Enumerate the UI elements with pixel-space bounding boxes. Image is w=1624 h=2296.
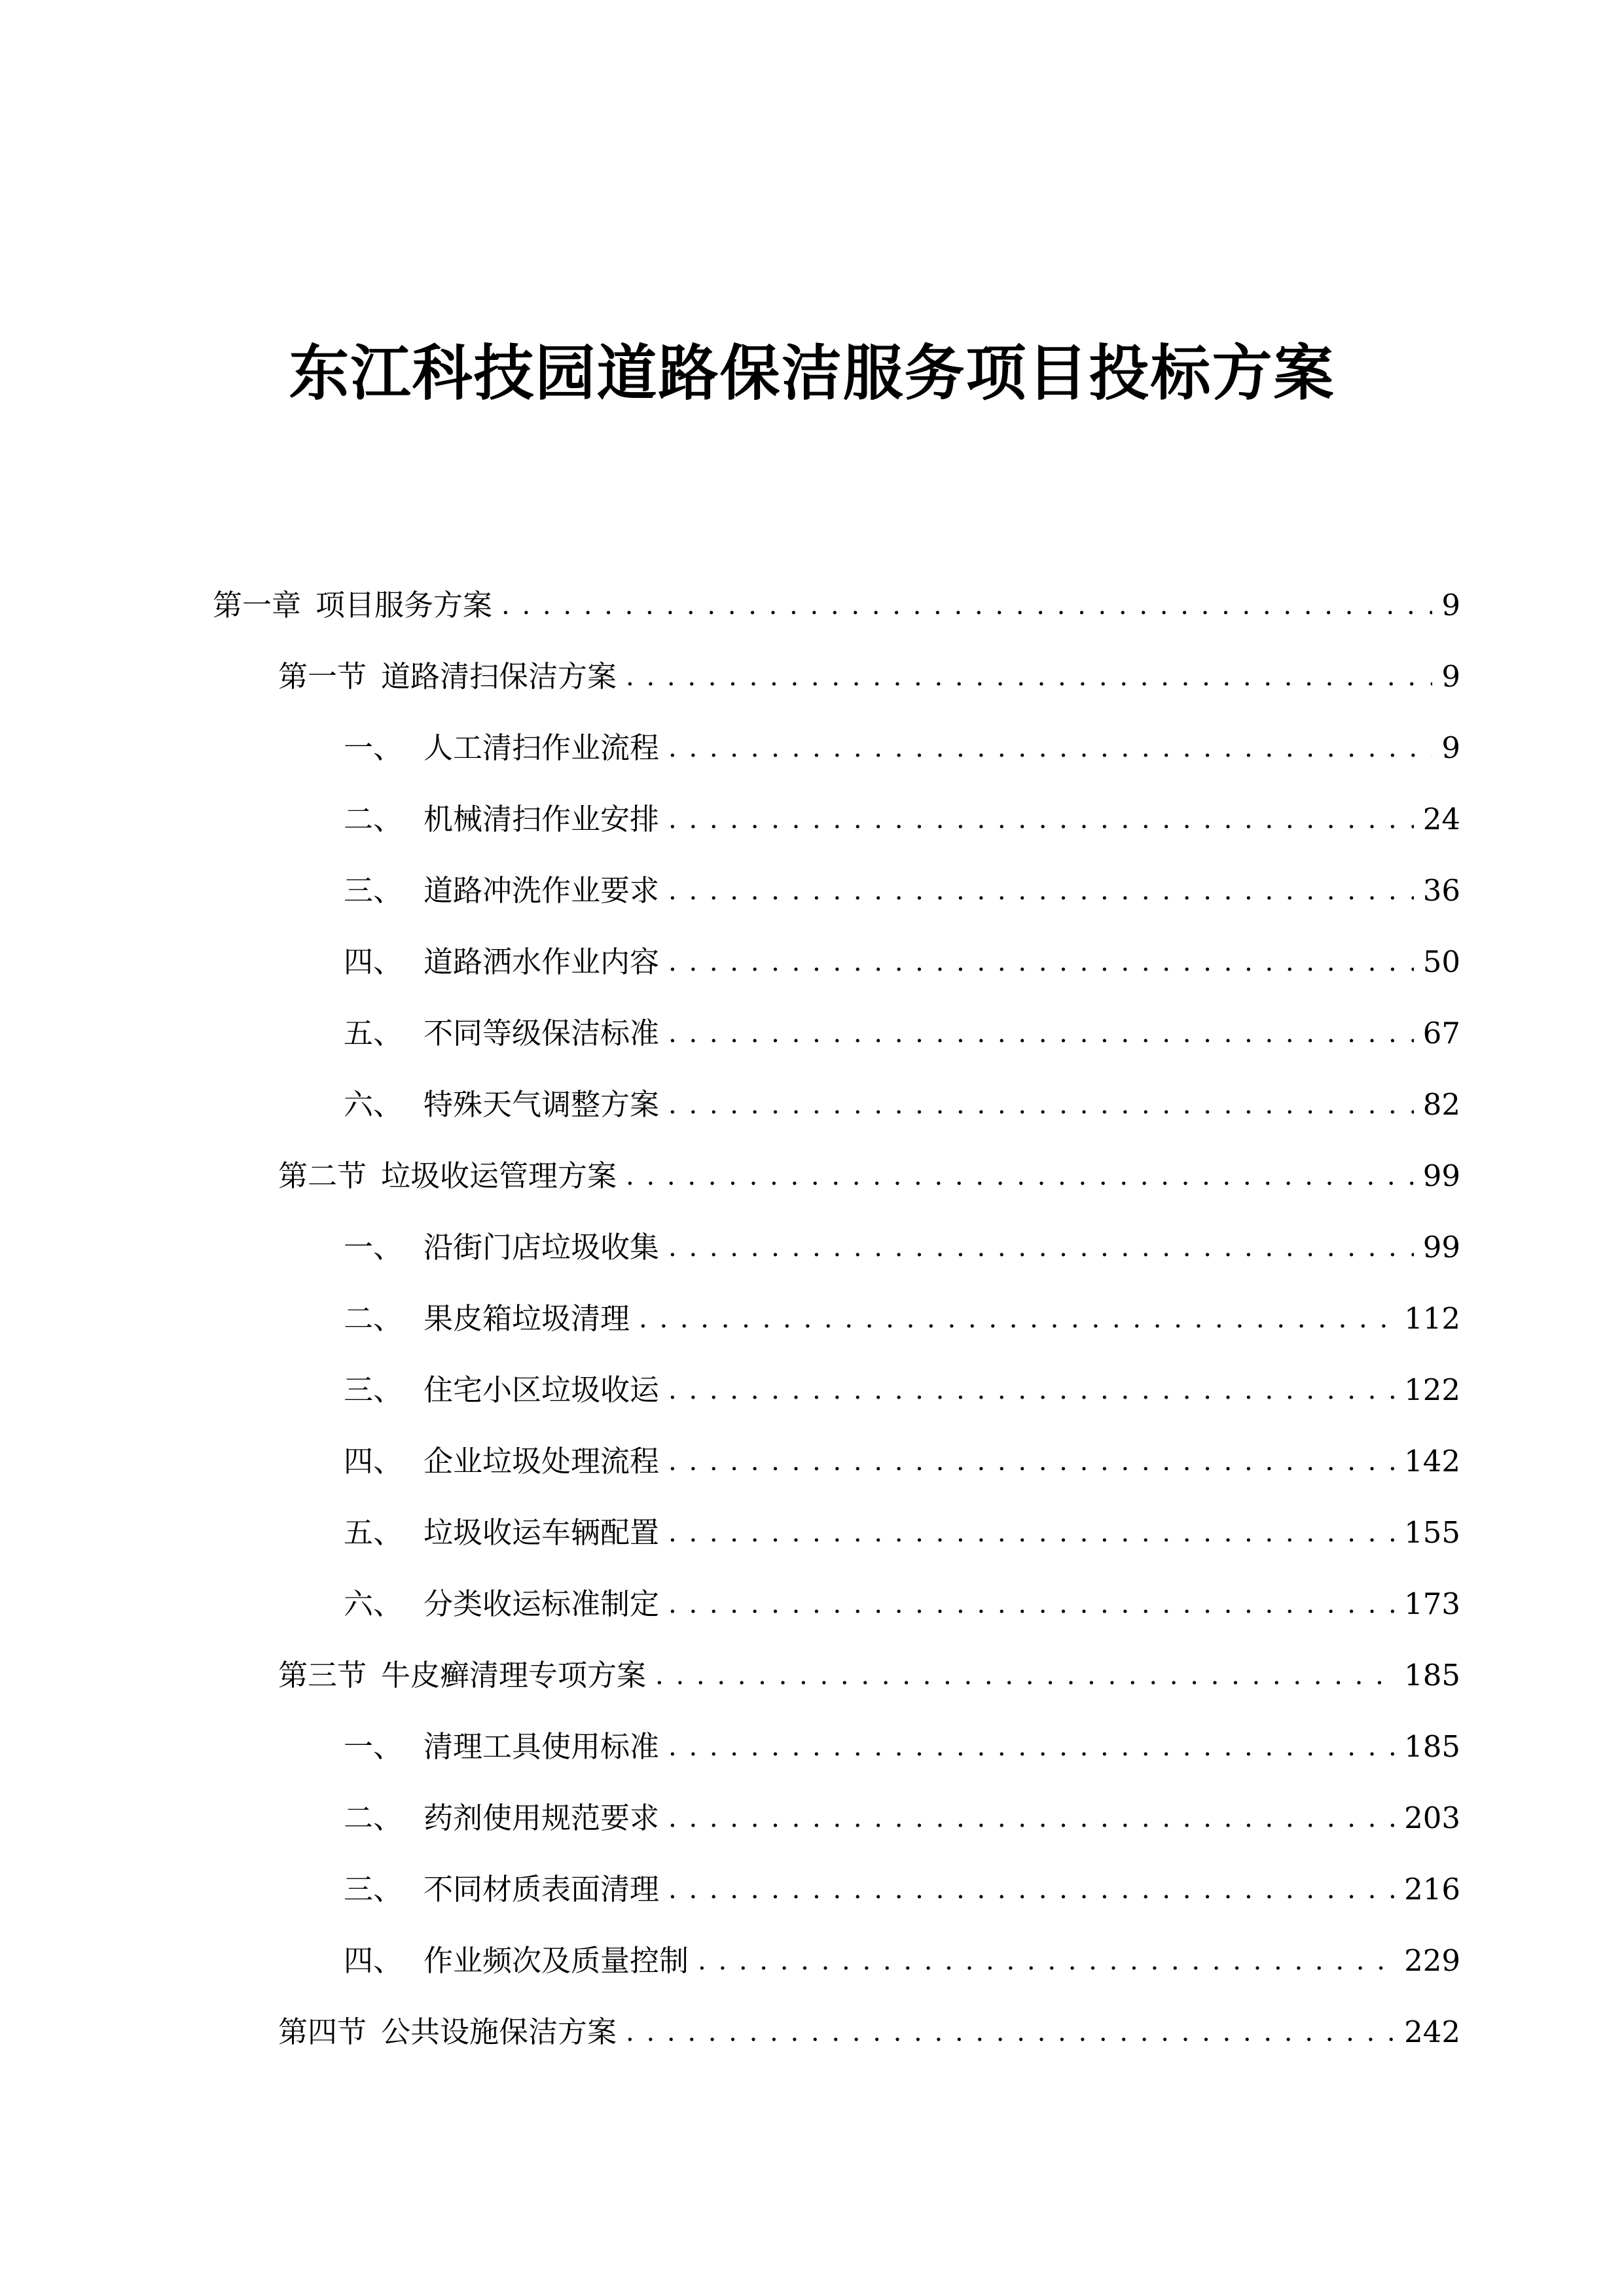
- toc-dot-leader: [668, 1079, 1414, 1131]
- toc-entry-text: 不同材质表面清理: [424, 1872, 660, 1907]
- toc-entry-section-2[interactable]: [278, 1150, 1460, 1202]
- toc-entry-number: 一、: [344, 1230, 403, 1265]
- toc-entry-item[interactable]: [344, 1863, 1460, 1916]
- toc-entry-label: [278, 2006, 617, 2058]
- toc-page-number: 155: [1404, 1515, 1460, 1550]
- toc-entry-text: 不同等级保洁标准: [424, 1016, 660, 1050]
- toc-entry-number: 六、: [344, 1087, 403, 1122]
- toc-entry-label: [344, 1792, 659, 1844]
- toc-entry-number: 四、: [344, 1943, 403, 1978]
- toc-entry-label: [344, 1079, 659, 1131]
- toc-entry-text: 道路洒水作业内容: [424, 944, 660, 979]
- toc-entry-label: [344, 865, 659, 917]
- toc-page-number: 185: [1404, 1658, 1460, 1693]
- toc-entry-label: [344, 936, 659, 988]
- toc-page-number: 24: [1422, 802, 1460, 836]
- toc-entry-item[interactable]: [344, 1792, 1460, 1844]
- toc-entry-number: 二、: [344, 802, 403, 836]
- toc-entry-number: 第二节: [278, 1158, 367, 1193]
- toc-entry-section-3[interactable]: [278, 1649, 1460, 1702]
- toc-entry-label: [344, 722, 659, 774]
- toc-entry-number: 二、: [344, 1301, 403, 1336]
- toc-entry-number: 一、: [344, 1729, 403, 1764]
- toc-page-number: 112: [1404, 1301, 1460, 1336]
- toc-dot-leader: [655, 1649, 1395, 1702]
- toc-dot-leader: [668, 1007, 1414, 1060]
- toc-dot-leader: [668, 722, 1432, 774]
- toc-dot-leader: [626, 2006, 1395, 2058]
- toc-dot-leader: [668, 936, 1414, 988]
- toc-entry-text: 公共设施保洁方案: [381, 2015, 617, 2049]
- toc-entry-label: [344, 1507, 659, 1559]
- toc-entry-label: [278, 1649, 646, 1702]
- toc-entry-label: [344, 1007, 659, 1060]
- toc-entry-item[interactable]: [344, 1007, 1460, 1060]
- toc-page-number: 99: [1422, 1158, 1460, 1193]
- toc-entry-item[interactable]: [344, 1364, 1460, 1416]
- toc-entry-text: 作业频次及质量控制: [424, 1943, 689, 1978]
- toc-entry-number: 三、: [344, 1372, 403, 1407]
- toc-page-number: 67: [1422, 1016, 1460, 1050]
- toc-page-number: 36: [1422, 873, 1460, 908]
- toc-entry-label: [344, 1364, 659, 1416]
- toc-page-number: 203: [1404, 1801, 1460, 1835]
- toc-entry-section-1[interactable]: [278, 651, 1460, 703]
- toc-entry-number: 第四节: [278, 2015, 367, 2049]
- toc-dot-leader: [668, 1435, 1395, 1488]
- toc-entry-text: 道路冲洗作业要求: [424, 873, 660, 908]
- toc-entry-item[interactable]: [344, 1435, 1460, 1488]
- toc-entry-item[interactable]: [344, 793, 1460, 846]
- toc-dot-leader: [668, 1721, 1395, 1773]
- toc-entry-number: 三、: [344, 1872, 403, 1907]
- toc-entry-item[interactable]: [344, 722, 1460, 774]
- toc-dot-leader: [668, 1792, 1395, 1844]
- toc-entry-item[interactable]: [344, 1079, 1460, 1131]
- toc-entry-label: [344, 1935, 689, 1987]
- toc-dot-leader: [668, 1364, 1395, 1416]
- toc-entry-text: 果皮箱垃圾清理: [424, 1301, 630, 1336]
- toc-entry-label: [278, 1150, 617, 1202]
- toc-entry-label: [344, 1721, 659, 1773]
- toc-entry-number: 四、: [344, 1444, 403, 1479]
- toc-page-number: 9: [1441, 730, 1460, 765]
- toc-entry-item[interactable]: [344, 1221, 1460, 1274]
- toc-page-number: 122: [1404, 1372, 1460, 1407]
- toc-entry-item[interactable]: [344, 1507, 1460, 1559]
- toc-dot-leader: [501, 579, 1432, 632]
- toc-entry-text: 项目服务方案: [316, 588, 493, 622]
- toc-entry-text: 清理工具使用标准: [424, 1729, 660, 1764]
- toc-page-number: 9: [1441, 588, 1460, 622]
- toc-entry-text: 机械清扫作业安排: [424, 802, 660, 836]
- toc-entry-item[interactable]: [344, 936, 1460, 988]
- toc-entry-text: 垃圾收运管理方案: [381, 1158, 617, 1193]
- toc-page-number: 99: [1422, 1230, 1460, 1265]
- toc-page-number: 50: [1422, 944, 1460, 979]
- toc-dot-leader: [626, 1150, 1414, 1202]
- toc-entry-label: [344, 793, 659, 846]
- toc-entry-number: 第一章: [213, 588, 302, 622]
- toc-entry-number: 三、: [344, 873, 403, 908]
- toc-dot-leader: [698, 1935, 1395, 1987]
- toc-entry-label: [344, 1578, 659, 1630]
- toc-dot-leader: [668, 1578, 1395, 1630]
- toc-dot-leader: [668, 1507, 1395, 1559]
- toc-entry-number: 五、: [344, 1016, 403, 1050]
- toc-page-number: 185: [1404, 1729, 1460, 1764]
- toc-entry-text: 企业垃圾处理流程: [424, 1444, 660, 1479]
- toc-page-number: 242: [1404, 2015, 1460, 2049]
- toc-page-number: 216: [1404, 1872, 1460, 1907]
- toc-page-number: 82: [1422, 1087, 1460, 1122]
- toc-entry-item[interactable]: [344, 865, 1460, 917]
- toc-entry-number: 第一节: [278, 659, 367, 694]
- toc-entry-number: 五、: [344, 1515, 403, 1550]
- toc-entry-number: 二、: [344, 1801, 403, 1835]
- toc-dot-leader: [668, 1863, 1395, 1916]
- toc-entry-label: [344, 1221, 659, 1274]
- toc-dot-leader: [626, 651, 1432, 703]
- toc-entry-label: [213, 579, 492, 632]
- toc-page-number: 173: [1404, 1587, 1460, 1621]
- toc-entry-number: 第三节: [278, 1658, 367, 1693]
- toc-page-number: 142: [1404, 1444, 1460, 1479]
- toc-entry-text: 人工清扫作业流程: [424, 730, 660, 765]
- toc-dot-leader: [639, 1293, 1395, 1345]
- toc-dot-leader: [668, 1221, 1414, 1274]
- document-title: 东江科技园道路保洁服务项目投标方案: [289, 338, 1335, 408]
- toc-entry-text: 分类收运标准制定: [424, 1587, 660, 1621]
- toc-entry-text: 道路清扫保洁方案: [381, 659, 617, 694]
- toc-entry-number: 四、: [344, 944, 403, 979]
- toc-page-number: 9: [1441, 659, 1460, 694]
- toc-dot-leader: [668, 793, 1414, 846]
- toc-entry-text: 牛皮癣清理专项方案: [381, 1658, 647, 1693]
- toc-entry-section-4[interactable]: [278, 2006, 1460, 2058]
- toc-entry-label: [344, 1863, 659, 1916]
- toc-entry-text: 特殊天气调整方案: [424, 1087, 660, 1122]
- toc-dot-leader: [668, 865, 1414, 917]
- toc-entry-label: [278, 651, 617, 703]
- toc-entry-item[interactable]: [344, 1293, 1460, 1345]
- toc-entry-text: 垃圾收运车辆配置: [424, 1515, 660, 1550]
- toc-entry-number: 六、: [344, 1587, 403, 1621]
- toc-entry-chapter-1[interactable]: [213, 579, 1460, 632]
- toc-entry-item[interactable]: [344, 1721, 1460, 1773]
- toc-entry-text: 药剂使用规范要求: [424, 1801, 660, 1835]
- toc-entry-label: [344, 1293, 630, 1345]
- toc-entry-text: 沿街门店垃圾收集: [424, 1230, 660, 1265]
- toc-entry-number: 一、: [344, 730, 403, 765]
- toc-entry-item[interactable]: [344, 1578, 1460, 1630]
- toc-page-number: 229: [1404, 1943, 1460, 1978]
- toc-entry-item[interactable]: [344, 1935, 1460, 1987]
- toc-entry-label: [344, 1435, 659, 1488]
- toc-entry-text: 住宅小区垃圾收运: [424, 1372, 660, 1407]
